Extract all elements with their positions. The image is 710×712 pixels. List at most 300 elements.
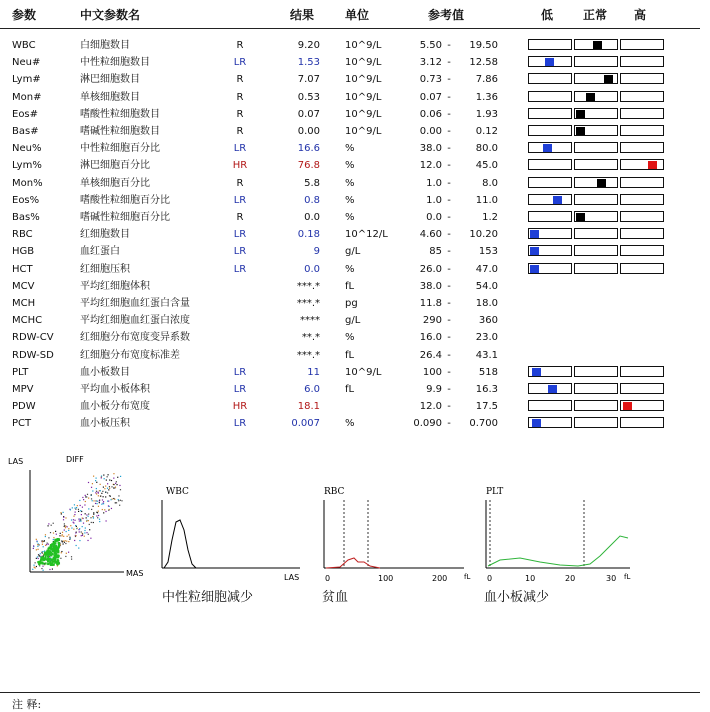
result-value: 16.6 xyxy=(297,143,320,155)
gauge-box-high xyxy=(620,400,664,411)
plt-tick-30: 30 xyxy=(606,574,617,583)
scatter-dot xyxy=(120,500,121,501)
scatter-dot xyxy=(107,501,108,502)
table-row xyxy=(0,347,700,364)
scatter-dot xyxy=(65,526,66,527)
scatter-dot xyxy=(78,547,79,548)
scatter-dot xyxy=(109,486,110,487)
result-name: 白细胞数目 xyxy=(80,40,130,51)
reference-low: 4.60 xyxy=(419,229,442,241)
scatter-dot xyxy=(63,519,64,520)
header-high: 高 xyxy=(634,8,647,22)
scatter-dot-cluster xyxy=(51,544,53,546)
result-flag: LR xyxy=(233,143,247,155)
scatter-dot xyxy=(86,496,87,497)
scatter-dot xyxy=(92,490,93,491)
result-unit: 10^9/L xyxy=(345,126,382,137)
gauge-box-low xyxy=(528,228,572,239)
gauge-box-low xyxy=(528,39,572,50)
reference-high: 43.1 xyxy=(475,349,498,361)
plt-caption: 血小板减少 xyxy=(484,590,550,605)
scatter-dot xyxy=(81,514,82,515)
reference-high: 0.700 xyxy=(469,418,498,430)
scatter-dot xyxy=(66,541,67,542)
scatter-dot xyxy=(85,513,86,514)
scatter-dot xyxy=(66,531,67,532)
scatter-dot xyxy=(107,488,108,489)
result-unit: % xyxy=(345,418,355,430)
scatter-dot xyxy=(96,515,97,516)
gauge-box-normal xyxy=(574,194,618,205)
table-row xyxy=(0,71,700,88)
reference-dash: - xyxy=(447,57,451,69)
scatter-dot xyxy=(53,539,54,540)
scatter-dot-cluster xyxy=(54,539,56,541)
reference-low: 11.8 xyxy=(419,298,442,309)
table-row xyxy=(0,243,700,260)
scatter-dot xyxy=(86,517,87,518)
scatter-dot xyxy=(65,517,66,518)
scatter-dot-cluster xyxy=(48,550,50,552)
scatter-dot xyxy=(60,558,61,559)
scatter-dot xyxy=(89,524,90,525)
gauge-box-normal xyxy=(574,159,618,170)
scatter-dot xyxy=(60,512,61,513)
result-flag: R xyxy=(236,177,244,189)
scatter-dot xyxy=(109,495,110,496)
scatter-dot xyxy=(107,483,108,484)
scatter-dot-cluster xyxy=(54,561,56,563)
gauge-box-high xyxy=(620,125,664,136)
scatter-dot xyxy=(79,520,80,521)
result-name: 中性粒细胞数目 xyxy=(80,57,150,69)
scatter-dot xyxy=(95,478,96,479)
result-flag: R xyxy=(236,91,244,103)
scatter-dot xyxy=(69,537,70,538)
scatter-dot xyxy=(97,501,98,502)
reference-dash: - xyxy=(447,40,451,51)
scatter-dot xyxy=(86,532,87,533)
gauge-marker xyxy=(530,230,539,238)
reference-dash: - xyxy=(447,246,451,258)
table-row xyxy=(0,312,700,329)
reference-high: 54.0 xyxy=(475,280,498,292)
result-name: 血小板压积 xyxy=(80,418,130,430)
scatter-dot-cluster xyxy=(45,554,47,556)
reference-dash: - xyxy=(447,194,451,206)
plt-curve xyxy=(488,536,628,566)
result-flag: LR xyxy=(233,57,247,69)
scatter-dot xyxy=(68,528,69,529)
gauge-marker xyxy=(553,196,562,204)
scatter-dot xyxy=(82,517,83,518)
scatter-dot xyxy=(64,529,65,530)
scatter-dot xyxy=(63,517,64,518)
scatter-dot xyxy=(75,509,76,510)
scatter-dot xyxy=(118,495,119,496)
reference-dash: - xyxy=(447,315,451,327)
scatter-dot xyxy=(45,545,46,546)
scatter-dot xyxy=(103,496,104,497)
reference-high: 10.20 xyxy=(469,229,498,241)
scatter-dot xyxy=(98,511,99,512)
scatter-dot xyxy=(80,518,81,519)
diff-scatter xyxy=(8,455,143,578)
result-code: RDW-SD xyxy=(12,349,54,361)
reference-high: 360 xyxy=(478,315,498,327)
scatter-dot-cluster xyxy=(44,556,46,558)
scatter-dot xyxy=(75,511,76,512)
scatter-dot xyxy=(99,500,100,501)
reference-high: 45.0 xyxy=(475,160,498,172)
gauge-marker xyxy=(548,385,557,393)
scatter-dot xyxy=(93,522,94,523)
reference-low: 85 xyxy=(429,246,442,258)
result-flag: LR xyxy=(233,229,247,241)
scatter-dot xyxy=(90,517,91,518)
result-name: 红细胞数目 xyxy=(80,229,130,241)
footer-divider xyxy=(0,692,700,693)
table-row xyxy=(0,329,700,346)
scatter-dot xyxy=(88,482,89,483)
result-value: 9 xyxy=(313,246,320,258)
result-code: Eos% xyxy=(12,194,40,206)
scatter-dot-cluster xyxy=(42,556,44,558)
gauge-box-low xyxy=(528,91,572,102)
scatter-dot xyxy=(82,533,83,534)
wbc-curve xyxy=(164,520,196,568)
gauge-box-normal xyxy=(574,383,618,394)
scatter-dot xyxy=(91,487,92,488)
gauge-box-high xyxy=(620,91,664,102)
reference-dash: - xyxy=(447,280,451,292)
gauge-box-high xyxy=(620,211,664,222)
table-row xyxy=(0,261,700,278)
scatter-dot xyxy=(42,544,43,545)
scatter-dot xyxy=(53,537,54,538)
scatter-dot xyxy=(87,540,88,541)
result-name: 血小板分布宽度 xyxy=(80,401,150,413)
scatter-dot xyxy=(39,565,40,566)
scatter-dot xyxy=(98,506,99,507)
gauge-box-low xyxy=(528,245,572,256)
reference-dash: - xyxy=(447,418,451,430)
result-value: **.* xyxy=(301,332,320,344)
scatter-dot xyxy=(115,502,116,503)
gauge-box-low xyxy=(528,263,572,274)
gauge-box-normal xyxy=(574,417,618,428)
scatter-dot-cluster xyxy=(57,554,59,556)
result-name: 淋巴细胞数目 xyxy=(80,74,140,86)
gauge-marker xyxy=(586,93,595,101)
table-row xyxy=(0,175,700,192)
scatter-dot xyxy=(76,507,77,508)
scatter-dot xyxy=(77,528,78,529)
gauge-marker xyxy=(604,75,613,83)
scatter-dot xyxy=(43,570,44,571)
scatter-dot-cluster xyxy=(54,557,56,559)
result-unit: % xyxy=(345,212,355,223)
scatter-dot xyxy=(56,534,57,535)
reference-low: 0.0 xyxy=(426,212,442,223)
scatter-dot xyxy=(78,529,79,530)
scatter-dot xyxy=(107,476,108,477)
result-name: 红细胞压积 xyxy=(80,263,130,275)
reference-low: 12.0 xyxy=(419,401,442,413)
result-code: MPV xyxy=(12,384,34,395)
scatter-dot xyxy=(78,519,79,520)
table-row xyxy=(0,157,700,174)
reference-low: 26.4 xyxy=(419,349,442,361)
scatter-dot xyxy=(87,494,88,495)
result-code: PDW xyxy=(12,401,36,413)
result-name: 红细胞分布宽度变异系数 xyxy=(80,332,190,344)
gauge-box-low xyxy=(528,125,572,136)
scatter-dot xyxy=(79,500,80,501)
gauge-box-low xyxy=(528,366,572,377)
plt-title: PLT xyxy=(486,487,504,497)
scatter-dot xyxy=(90,538,91,539)
scatter-dot xyxy=(84,530,85,531)
scatter-dot xyxy=(61,552,62,553)
scatter-dot xyxy=(74,504,75,505)
result-name: 单核细胞百分比 xyxy=(80,177,150,189)
scatter-dot xyxy=(98,515,99,516)
footer-note-label: 注 释: xyxy=(12,698,42,711)
table-row xyxy=(0,140,700,157)
scatter-dot xyxy=(101,477,102,478)
result-unit: 10^9/L xyxy=(345,57,382,69)
scatter-dot-cluster xyxy=(53,541,55,543)
scatter-dot xyxy=(49,569,50,570)
rbc-caption: 贫血 xyxy=(322,590,349,605)
reference-low: 290 xyxy=(422,315,442,327)
scatter-dot xyxy=(55,531,56,532)
scatter-dot xyxy=(73,519,74,520)
scatter-dot xyxy=(116,481,117,482)
gauge-box-low xyxy=(528,56,572,67)
scatter-dot xyxy=(45,534,46,535)
plt-unit: fL xyxy=(624,573,631,581)
result-code: HCT xyxy=(12,263,33,275)
scatter-dot xyxy=(73,516,74,517)
scatter-dot-cluster xyxy=(51,564,53,566)
gauge-marker xyxy=(530,265,539,273)
result-flag: HR xyxy=(232,401,248,413)
scatter-dot xyxy=(103,501,104,502)
scatter-dot-cluster xyxy=(44,562,46,564)
scatter-dot xyxy=(93,517,94,518)
reference-high: 17.5 xyxy=(475,401,498,413)
gauge-box-high xyxy=(620,56,664,67)
result-value: 7.07 xyxy=(297,74,320,86)
scatter-dot xyxy=(74,540,75,541)
result-flag: R xyxy=(236,74,244,86)
gauge-box-high xyxy=(620,142,664,153)
plt-histogram xyxy=(486,487,630,583)
scatter-dot xyxy=(41,552,42,553)
scatter-dot xyxy=(71,556,72,557)
result-code: RBC xyxy=(12,229,33,241)
scatter-dot xyxy=(67,526,68,527)
result-unit: 10^9/L xyxy=(345,74,382,86)
scatter-dot xyxy=(96,488,97,489)
result-unit: fL xyxy=(345,349,355,361)
scatter-dot xyxy=(76,526,77,527)
scatter-dot xyxy=(95,480,96,481)
table-row xyxy=(0,364,700,381)
scatter-dot xyxy=(97,517,98,518)
scatter-dot xyxy=(96,493,97,494)
result-value: 0.0 xyxy=(304,212,320,223)
gauge-box-low xyxy=(528,383,572,394)
scatter-dot xyxy=(48,523,49,524)
scatter-dot xyxy=(88,498,89,499)
scatter-dot xyxy=(62,532,63,533)
scatter-dot xyxy=(105,496,106,497)
scatter-dot xyxy=(73,529,74,530)
reference-high: 80.0 xyxy=(475,143,498,155)
scatter-dot xyxy=(61,535,62,536)
reference-high: 11.0 xyxy=(475,194,498,206)
result-code: Bas# xyxy=(12,126,39,137)
scatter-dot xyxy=(86,514,87,515)
scatter-dot xyxy=(74,507,75,508)
result-flag: LR xyxy=(233,246,247,258)
gauge-box-high xyxy=(620,194,664,205)
scatter-dot xyxy=(110,499,111,500)
reference-high: 1.36 xyxy=(475,91,498,103)
result-value: 0.007 xyxy=(291,418,320,430)
scatter-dot xyxy=(69,539,70,540)
result-value: 18.1 xyxy=(297,401,320,413)
scatter-dot xyxy=(40,553,41,554)
scatter-dot xyxy=(44,550,45,551)
result-flag: R xyxy=(236,108,244,120)
gauge-box-low xyxy=(528,211,572,222)
scatter-dot xyxy=(86,521,87,522)
scatter-dot xyxy=(100,495,101,496)
scatter-dot xyxy=(105,485,106,486)
result-unit: % xyxy=(345,177,355,189)
result-value: 9.20 xyxy=(297,40,320,51)
table-row xyxy=(0,295,700,312)
result-code: HGB xyxy=(12,246,35,258)
gauge-box-high xyxy=(620,383,664,394)
reference-dash: - xyxy=(447,349,451,361)
scatter-dot xyxy=(62,534,63,535)
result-code: Mon% xyxy=(12,177,43,189)
gauge-box-high xyxy=(620,263,664,274)
scatter-dot xyxy=(96,491,97,492)
result-name: 单核细胞数目 xyxy=(80,91,140,103)
scatter-dot xyxy=(82,507,83,508)
scatter-dot xyxy=(71,559,72,560)
scatter-dot-cluster xyxy=(58,542,60,544)
scatter-dot xyxy=(115,483,116,484)
table-row xyxy=(0,54,700,71)
table-row xyxy=(0,209,700,226)
scatter-dot xyxy=(84,532,85,533)
result-code: Lym# xyxy=(12,74,41,86)
scatter-dot xyxy=(118,500,119,501)
wbc-title: WBC xyxy=(166,487,189,497)
result-unit: g/L xyxy=(345,246,361,258)
scatter-dot-cluster xyxy=(53,546,55,548)
gauge-marker xyxy=(593,41,602,49)
reference-high: 153 xyxy=(478,246,498,258)
reference-high: 18.0 xyxy=(475,298,498,309)
scatter-dot xyxy=(89,529,90,530)
scatter-dot xyxy=(85,501,86,502)
scatter-dot xyxy=(53,523,54,524)
header-result: 结果 xyxy=(290,8,315,22)
rbc-curve xyxy=(326,558,380,568)
reference-low: 26.0 xyxy=(419,263,442,275)
scatter-dot xyxy=(38,558,39,559)
scatter-dot xyxy=(37,541,38,542)
gauge-marker xyxy=(648,161,657,169)
scatter-dot xyxy=(108,501,109,502)
scatter-dot xyxy=(46,544,47,545)
scatter-dot xyxy=(100,484,101,485)
reference-low: 0.090 xyxy=(413,418,442,430)
scatter-dot xyxy=(108,489,109,490)
reference-high: 8.0 xyxy=(482,177,498,189)
gauge-marker xyxy=(623,402,632,410)
reference-low: 5.50 xyxy=(419,40,442,51)
scatter-dot xyxy=(70,509,71,510)
result-unit: fL xyxy=(345,384,355,395)
scatter-dot xyxy=(98,492,99,493)
scatter-dot xyxy=(119,505,120,506)
scatter-dot xyxy=(81,535,82,536)
scatter-dot xyxy=(113,484,114,485)
scatter-dot xyxy=(103,487,104,488)
scatter-dot xyxy=(118,499,119,500)
result-unit: g/L xyxy=(345,315,361,327)
scatter-dot xyxy=(37,546,38,547)
scatter-dot xyxy=(99,521,100,522)
reference-low: 0.06 xyxy=(419,108,442,120)
scatter-dot xyxy=(68,530,69,531)
scatter-dot xyxy=(33,565,34,566)
result-name: 平均血小板体积 xyxy=(80,384,150,395)
scatter-dot xyxy=(32,569,33,570)
result-value: 11 xyxy=(307,366,320,378)
gauge-box-low xyxy=(528,400,572,411)
scatter-dot xyxy=(73,522,74,523)
gauge-box-high xyxy=(620,366,664,377)
gauge-box-normal xyxy=(574,91,618,102)
scatter-dot xyxy=(36,539,37,540)
reference-low: 0.73 xyxy=(419,74,442,86)
reference-low: 0.00 xyxy=(419,126,442,137)
scatter-dot-cluster xyxy=(43,559,45,561)
result-code: Neu% xyxy=(12,143,42,155)
scatter-dot xyxy=(95,492,96,493)
scatter-dot xyxy=(82,535,83,536)
result-code: Neu# xyxy=(12,57,41,69)
scatter-dot xyxy=(79,531,80,532)
scatter-dot xyxy=(50,532,51,533)
scatter-dot xyxy=(107,492,108,493)
gauge-box-high xyxy=(620,417,664,428)
gauge-box-high xyxy=(620,177,664,188)
scatter-dot xyxy=(120,489,121,490)
scatter-dot xyxy=(100,490,101,491)
reference-low: 3.12 xyxy=(419,57,442,69)
